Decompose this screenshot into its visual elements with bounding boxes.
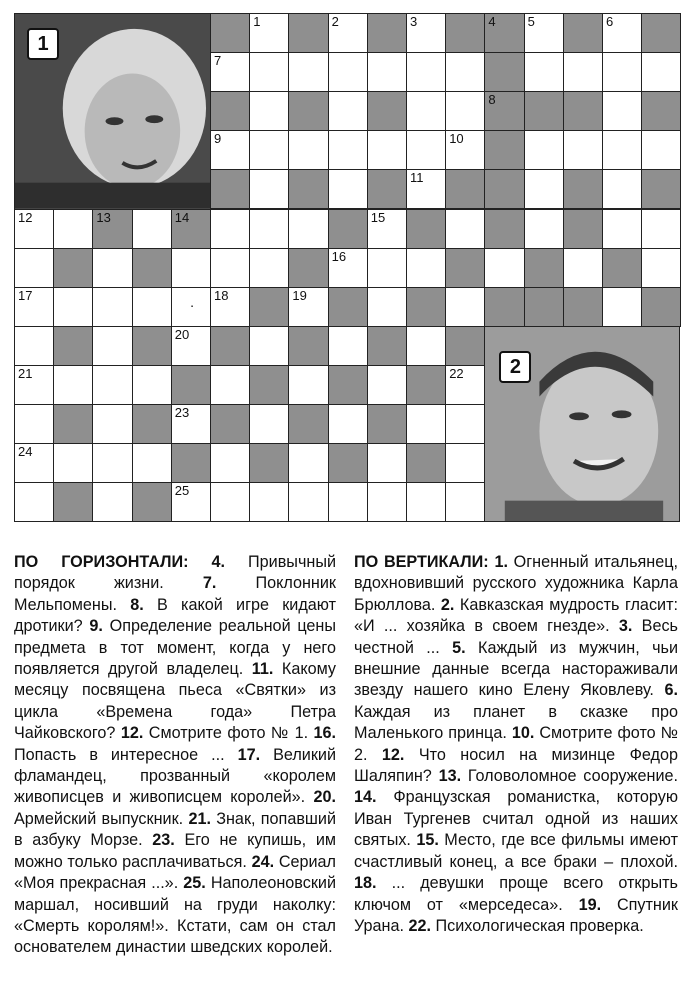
photo-badge: 2 [499,351,531,383]
clue-text: Что носил на мизинце Федор Шаляпин? [354,745,678,786]
grid-cell[interactable] [445,91,485,131]
clue-number: 13 [96,209,111,225]
clue-number: 20. [313,788,336,807]
clue-text: Каждый из мужчин, чьи внешние данные всегда настораживали звезду нашего кино Елену Яковлеву. [354,638,678,700]
grid-cell[interactable] [249,404,289,444]
grid-cell[interactable] [249,91,289,131]
clue-number: 4. [211,553,226,571]
clue-number: 11. [251,660,274,679]
black-cell [484,130,524,170]
grid-cell[interactable] [602,52,642,92]
clue-number: 18. [354,874,377,893]
clue-number: 12. [381,745,405,764]
clue-text: Французская романистка, которую Иван Тургенев считал одной из наших святых. [354,788,678,850]
clues-section [0,552,693,1000]
black-cell [92,209,132,249]
black-cell [171,365,211,405]
grid-cell[interactable] [288,482,328,522]
clue-text: Спутник Урана. [354,895,679,935]
black-cell [602,248,642,288]
down-clue-list [354,553,678,935]
grid-cell[interactable] [132,209,172,249]
black-cell [484,13,524,53]
grid-cell[interactable] [328,482,368,522]
grid-cell[interactable] [328,13,368,53]
grid-cell[interactable] [210,482,250,522]
black-cell [367,91,407,131]
black-cell [445,13,485,53]
grid-cell[interactable] [641,130,681,170]
clue-text: Каждая из планет в сказке про Маленького принца. [354,702,678,743]
grid-cell[interactable] [602,209,642,249]
grid-cell[interactable] [53,287,93,327]
grid-cell[interactable] [328,404,368,444]
grid-cell[interactable] [210,443,250,483]
black-cell [132,248,172,288]
black-cell [484,169,524,209]
clue-number: 24 [18,444,33,460]
clue-number: 12 [18,209,33,225]
grid-cell[interactable] [14,482,54,522]
clue-text: Смотрите фото № 2. [354,724,679,764]
grid-cell[interactable] [602,169,642,209]
black-cell [132,326,172,366]
grid-cell[interactable] [210,248,250,288]
clue-number: 25 [174,483,190,499]
grid-cell[interactable] [367,209,407,249]
clue-text: Огненный итальянец, вдохновивший русского художника Карла Брюллова. [354,553,679,614]
clue-number: 20 [174,326,190,342]
clue-number: 2. [440,595,455,614]
grid-cell[interactable] [132,365,172,405]
grid-cell[interactable] [406,404,446,444]
clue-number: 16 [331,248,347,264]
black-cell [132,482,172,522]
clue-number: 18 [214,287,229,303]
clue-text: Какому месяцу посвящена пьеса «Святки» из цикла «Времена года» Петра Чайковского? [14,660,336,743]
clue-number: 10 [449,131,464,147]
black-cell [367,326,407,366]
grid-cell[interactable] [53,365,93,405]
black-cell [563,91,603,131]
black-cell [53,404,93,444]
grid-cell[interactable] [445,404,485,444]
stray-mark: · [189,296,195,313]
black-cell [249,443,289,483]
black-cell [288,404,328,444]
grid-cell[interactable] [210,287,250,327]
grid-cell[interactable] [249,248,289,288]
grid-cell[interactable] [406,482,446,522]
black-cell [132,404,172,444]
clue-number: 7. [202,574,217,593]
clue-text: ... девушки проще всего открыть ключом от «мерседеса». [354,874,678,914]
grid-cell[interactable] [210,52,250,92]
clue-number: 24. [251,852,275,871]
grid-cell[interactable] [249,130,289,170]
clue-text: Место, где все фильмы имеют счастливый конец, а все браки – плохой. [354,831,679,871]
black-cell [249,287,289,327]
grid-cell[interactable] [14,248,54,288]
grid-cell[interactable] [563,52,603,92]
clue-number: 17. [237,745,261,764]
down-heading: ПО ВЕРТИКАЛИ: [354,553,489,571]
clue-number: 4 [488,14,496,29]
black-cell [210,169,250,209]
clue-number: 22. [408,916,432,935]
clue-text: В какой игре кидают дротики? [14,595,336,636]
grid-cell[interactable] [367,130,407,170]
grid-cell[interactable] [328,169,368,209]
black-cell [484,209,524,249]
grid-cell[interactable] [328,91,368,131]
black-cell [641,13,681,53]
black-cell [171,443,211,483]
grid-cell[interactable] [249,482,289,522]
black-cell [249,365,289,405]
grid-cell[interactable] [641,52,681,92]
black-cell [406,443,446,483]
grid-cell[interactable] [14,365,54,405]
black-cell [367,404,407,444]
grid-cell[interactable] [210,365,250,405]
clue-text: Психологическая проверка. [431,916,644,935]
grid-cell[interactable] [328,326,368,366]
black-cell [406,209,446,249]
black-cell [484,91,524,131]
black-cell [328,365,368,405]
black-cell [524,287,564,327]
black-cell [288,13,328,53]
grid-cell[interactable] [171,248,211,288]
grid-cell[interactable] [132,287,172,327]
black-cell [484,52,524,92]
clue-number: 9. [89,617,103,636]
black-cell [641,169,681,209]
black-cell [484,287,524,327]
clue-number: 22 [449,365,464,381]
black-cell [328,287,368,327]
grid-cell[interactable] [210,209,250,249]
black-cell [563,169,603,209]
down-clues [354,552,678,937]
grid-cell[interactable] [445,443,485,483]
grid-cell[interactable] [92,482,132,522]
grid-cell[interactable] [602,130,642,170]
black-cell [563,13,603,53]
grid-cell[interactable] [602,91,642,131]
across-heading: ПО ГОРИЗОНТАЛИ: [14,553,189,571]
clue-number: 3. [618,617,633,636]
grid-cell[interactable] [14,326,54,366]
clue-number: 10. [511,724,535,743]
clue-number: 14 [174,209,190,225]
clue-text: Определение реальной цены предмета в тот момент, когда у него появляется другой владелец. [14,617,336,679]
clue-number: 15 [370,209,386,225]
clue-number: 13. [438,767,462,786]
black-cell [563,287,603,327]
grid-cell[interactable] [249,13,289,53]
grid-cell[interactable] [563,130,603,170]
black-cell [288,169,328,209]
grid-cell[interactable] [367,482,407,522]
clue-text: Попасть в интересное ... [14,745,225,764]
grid-cell[interactable] [328,248,368,288]
grid-cell[interactable] [171,482,211,522]
grid-cell[interactable] [14,404,54,444]
clue-number: 2 [331,14,339,29]
grid-cell[interactable] [249,52,289,92]
grid-cell[interactable] [406,130,446,170]
black-cell [367,169,407,209]
grid-cell[interactable] [524,209,564,249]
clue-number: 8. [130,595,144,614]
black-cell [406,287,446,327]
black-cell [367,13,407,53]
clue-text: Великий фламандец, прозванный «королем живописцев и живописцем королей». [14,745,336,807]
black-cell [210,326,250,366]
clue-number: 17 [18,287,33,303]
grid-cell[interactable] [288,287,328,327]
grid-cell[interactable] [641,248,681,288]
clue-number: 6 [606,14,614,29]
photo-1 [14,13,211,210]
clue-text: Головоломное сооружение. [461,767,678,786]
clue-text: Привычный порядок жизни. [14,553,336,593]
grid-cell[interactable] [406,248,446,288]
clue-text: Кавказская мудрость гласит: «И ... хозяйка в своем гнезде». [354,595,678,636]
grid-cell[interactable] [328,52,368,92]
grid-cell[interactable] [171,404,211,444]
grid-cell[interactable] [53,209,93,249]
clue-text: Весь честной ... [354,617,678,657]
grid-cell[interactable] [445,130,485,170]
black-cell [288,248,328,288]
grid-cell[interactable] [249,326,289,366]
clue-text: Наполеоновский маршал, носивший на груди наколку: «Смерть королям!». Кстати, сам он стал основателем династии шведских королей. [14,874,336,957]
grid-cell[interactable] [563,248,603,288]
grid-cell[interactable] [406,169,446,209]
black-cell [563,209,603,249]
grid-cell[interactable] [367,443,407,483]
grid-cell[interactable] [132,443,172,483]
clue-text: Его не купишь, им можно только расплачиваться. [14,831,336,871]
clue-number: 3 [410,14,418,29]
black-cell [328,443,368,483]
grid-cell[interactable] [524,52,564,92]
black-cell [171,209,211,249]
clue-number: 6. [664,681,678,700]
clue-number: 23 [174,405,190,420]
black-cell [210,13,250,53]
grid-cell[interactable] [92,287,132,327]
grid-cell[interactable] [641,209,681,249]
grid-cell[interactable] [92,404,132,444]
clue-number: 15. [416,831,439,850]
black-cell [210,91,250,131]
clue-text: Смотрите фото № 1. [143,724,309,743]
clue-text: Знак, попавший в азбуку Морзе. [14,809,336,850]
clue-number: 14. [354,788,377,807]
grid-cell[interactable] [367,248,407,288]
grid-cell[interactable] [367,287,407,327]
clue-number: 1. [494,553,508,571]
grid-cell[interactable] [249,169,289,209]
black-cell [328,209,368,249]
clue-number: 16. [313,724,337,743]
photo-badge: 1 [27,28,59,60]
grid-cell[interactable] [288,130,328,170]
black-cell [445,169,485,209]
grid-cell[interactable] [210,130,250,170]
grid-cell[interactable] [14,443,54,483]
grid-cell[interactable] [445,287,485,327]
grid-cell[interactable] [92,365,132,405]
clue-number: 8 [488,92,496,108]
clue-number: 9 [214,131,222,147]
grid-cell[interactable] [53,443,93,483]
clue-number: 23. [152,831,175,850]
grid-cell[interactable] [92,326,132,366]
grid-cell[interactable] [288,365,328,405]
grid-cell[interactable] [406,326,446,366]
clue-number: 12. [120,724,144,743]
clue-number: 21. [188,809,211,828]
clue-number: 7 [214,53,222,69]
grid-cell[interactable] [288,52,328,92]
grid-cell[interactable] [328,130,368,170]
clue-number: 11 [410,170,424,186]
across-clue-list [14,553,336,956]
clue-text: Сериал «Моя прекрасная ...». [14,852,337,893]
clue-number: 1 [253,14,261,29]
clue-number: 5. [452,638,466,657]
clue-number: 21 [18,365,33,381]
black-cell [288,326,328,366]
grid-cell[interactable] [288,443,328,483]
grid-cell[interactable] [445,365,485,405]
grid-cell[interactable] [14,287,54,327]
clue-number: 19 [292,287,307,303]
black-cell [445,326,485,366]
grid-cell[interactable] [171,287,211,327]
grid-cell[interactable] [602,287,642,327]
clue-number: 25. [183,874,206,893]
across-clues [14,552,336,959]
clue-text: Поклонник Мельпомены. [14,574,336,614]
black-cell [210,404,250,444]
grid-cell[interactable] [406,91,446,131]
grid-cell[interactable] [445,209,485,249]
grid-cell[interactable] [92,443,132,483]
grid-cell[interactable] [406,13,446,53]
grid-cell[interactable] [367,52,407,92]
black-cell [641,287,681,327]
grid-cell[interactable] [249,209,289,249]
photo-2 [484,326,680,523]
grid-cell[interactable] [602,13,642,53]
clue-text: Армейский выпускник. [14,809,184,828]
black-cell [445,248,485,288]
grid-cell[interactable] [524,169,564,209]
grid-cell[interactable] [524,13,564,53]
grid-cell[interactable] [445,52,485,92]
grid-cell[interactable] [14,209,54,249]
black-cell [641,91,681,131]
black-cell [53,326,93,366]
grid-cell[interactable] [406,52,446,92]
grid-cell[interactable] [92,248,132,288]
clue-number: 19. [578,895,602,914]
grid-cell[interactable] [524,130,564,170]
black-cell [524,248,564,288]
grid-cell[interactable] [445,482,485,522]
black-cell [524,91,564,131]
black-cell [406,365,446,405]
clue-number: 5 [527,14,535,29]
grid-cell[interactable] [367,365,407,405]
grid-cell[interactable] [171,326,211,366]
grid-cell[interactable] [288,209,328,249]
grid-cell[interactable] [484,248,524,288]
black-cell [53,248,93,288]
black-cell [288,91,328,131]
black-cell [53,482,93,522]
